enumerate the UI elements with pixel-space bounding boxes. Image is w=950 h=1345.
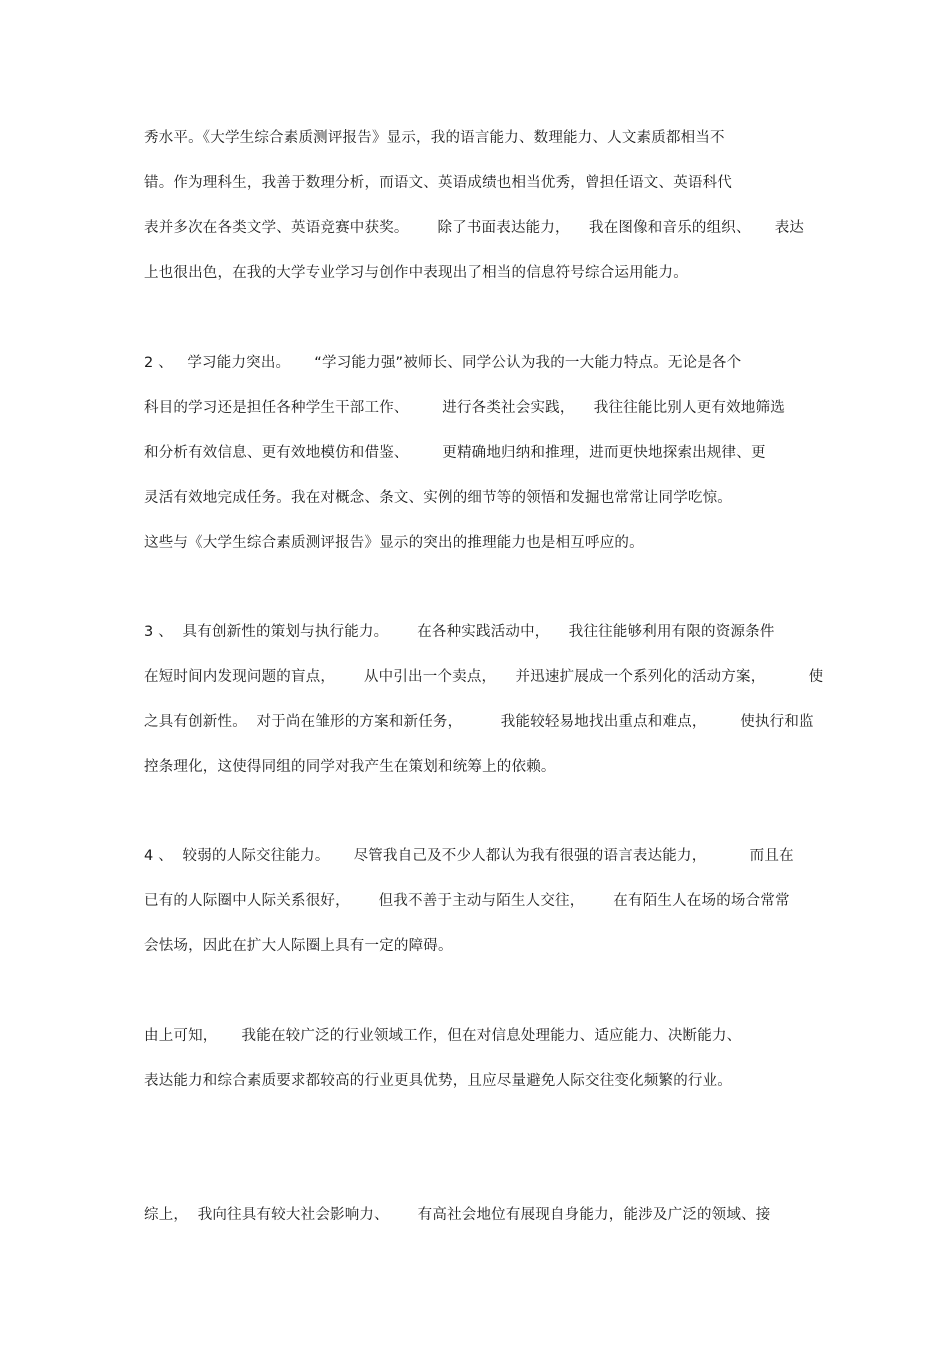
text-line: 这些与《大学生综合素质测评报告》显示的突出的推理能力也是相互呼应的。 (144, 535, 644, 551)
text-line: 表达能力和综合素质要求都较高的行业更具优势，且应尽量避免人际交往变化频繁的行业。 (144, 1073, 732, 1089)
text-line: 上也很出色，在我的大学专业学习与创作中表现出了相当的信息符号综合运用能力。 (144, 265, 688, 281)
text-line: 已有的人际圈中人际关系很好， 但我不善于主动与陌生人交往， 在有陌生人在场的场合常常 (144, 893, 790, 909)
text-line: 错。作为理科生，我善于数理分析，而语文、英语成绩也相当优秀，曾担任语文、英语科代 (144, 175, 732, 191)
text-line: 秀水平。《大学生综合素质测评报告》显示，我的语言能力、数理能力、人文素质都相当不 (144, 130, 725, 146)
text-line: 在短时间内发现问题的盲点， 从中引出一个卖点， 并迅速扩展成一个系列化的活动方案， 使 (144, 669, 824, 685)
text-line: 2 、 学习能力突出。 “学习能力强”被师长、同学公认为我的一大能力特点。无论是各个 (144, 355, 742, 371)
text-line: 科目的学习还是担任各种学生干部工作、 进行各类社会实践， 我往往能比别人更有效地筛选 (144, 400, 785, 416)
text-line: 之具有创新性。 对于尚在雏形的方案和新任务， 我能较轻易地找出重点和难点， 使执行和监 (144, 714, 814, 730)
text-line: 由上可知， 我能在较广泛的行业领域工作，但在对信息处理能力、适应能力、决断能力、 (144, 1028, 742, 1044)
text-line: 和分析有效信息、更有效地模仿和借鉴、 更精确地归纳和推理，进而更快地探索出规律、更 (144, 445, 766, 461)
text-line: 灵活有效地完成任务。我在对概念、条文、实例的细节等的领悟和发掘也常常让同学吃惊。 (144, 490, 732, 506)
text-line: 表并多次在各类文学、英语竞赛中获奖。 除了书面表达能力， 我在图像和音乐的组织、 表达 (144, 220, 805, 236)
text-line: 控条理化，这使得同组的同学对我产生在策划和统筹上的依赖。 (144, 759, 556, 775)
text-line: 4 、 较弱的人际交往能力。 尽管我自己及不少人都认为我有很强的语言表达能力， 而且在 (144, 848, 794, 864)
text-line: 3 、 具有创新性的策划与执行能力。 在各种实践活动中， 我往往能够利用有限的资源条件 (144, 624, 775, 640)
text-line: 会怯场，因此在扩大人际圈上具有一定的障碍。 (144, 938, 453, 954)
text-line: 综上， 我向往具有较大社会影响力、 有高社会地位有展现自身能力，能涉及广泛的领域、接 (144, 1207, 771, 1223)
